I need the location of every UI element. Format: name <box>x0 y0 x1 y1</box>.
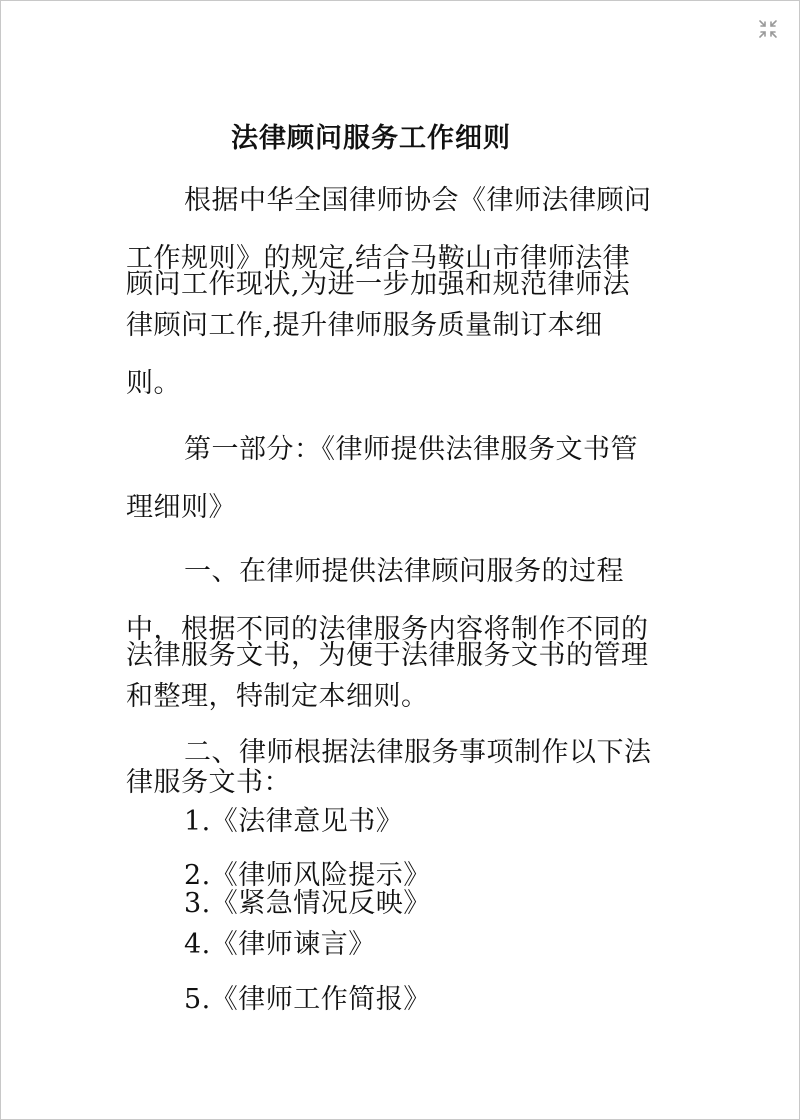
section-two-line: 二、律师根据法律服务事项制作以下法 <box>184 737 652 768</box>
section-one-line: 中，根据不同的法律服务内容将制作不同的 <box>126 614 649 645</box>
section-one-line: 和整理，特制定本细则。 <box>126 681 429 712</box>
list-item: 4.《律师谏言》 <box>184 929 376 960</box>
list-item: 2.《律师风险提示》 <box>184 860 431 891</box>
list-item: 5.《律师工作简报》 <box>184 984 431 1015</box>
intro-line: 工作规则》的规定,结合马鞍山市律师法律 <box>126 243 631 274</box>
intro-line: 则。 <box>126 368 181 399</box>
section-two-line: 律服务文书： <box>126 767 291 798</box>
intro-line: 根据中华全国律师协会《律师法律顾问 <box>184 185 652 216</box>
intro-line: 律顾问工作,提升律师服务质量制订本细 <box>126 310 603 341</box>
intro-line: 顾问工作现状,为进一步加强和规范律师法 <box>126 269 631 300</box>
section-one-line: 一、在律师提供法律顾问服务的过程 <box>184 556 624 587</box>
collapse-icon[interactable] <box>756 17 780 41</box>
part-one-line: 理细则》 <box>126 492 236 523</box>
list-item: 3.《紧急情况反映》 <box>184 888 431 919</box>
section-one-line: 法律服务文书，为便于法律服务文书的管理 <box>126 640 649 671</box>
list-item: 1.《法律意见书》 <box>184 806 404 837</box>
part-one-line: 第一部分：《律师提供法律服务文书管 <box>184 434 638 465</box>
document-title: 法律顾问服务工作细则 <box>231 123 511 154</box>
